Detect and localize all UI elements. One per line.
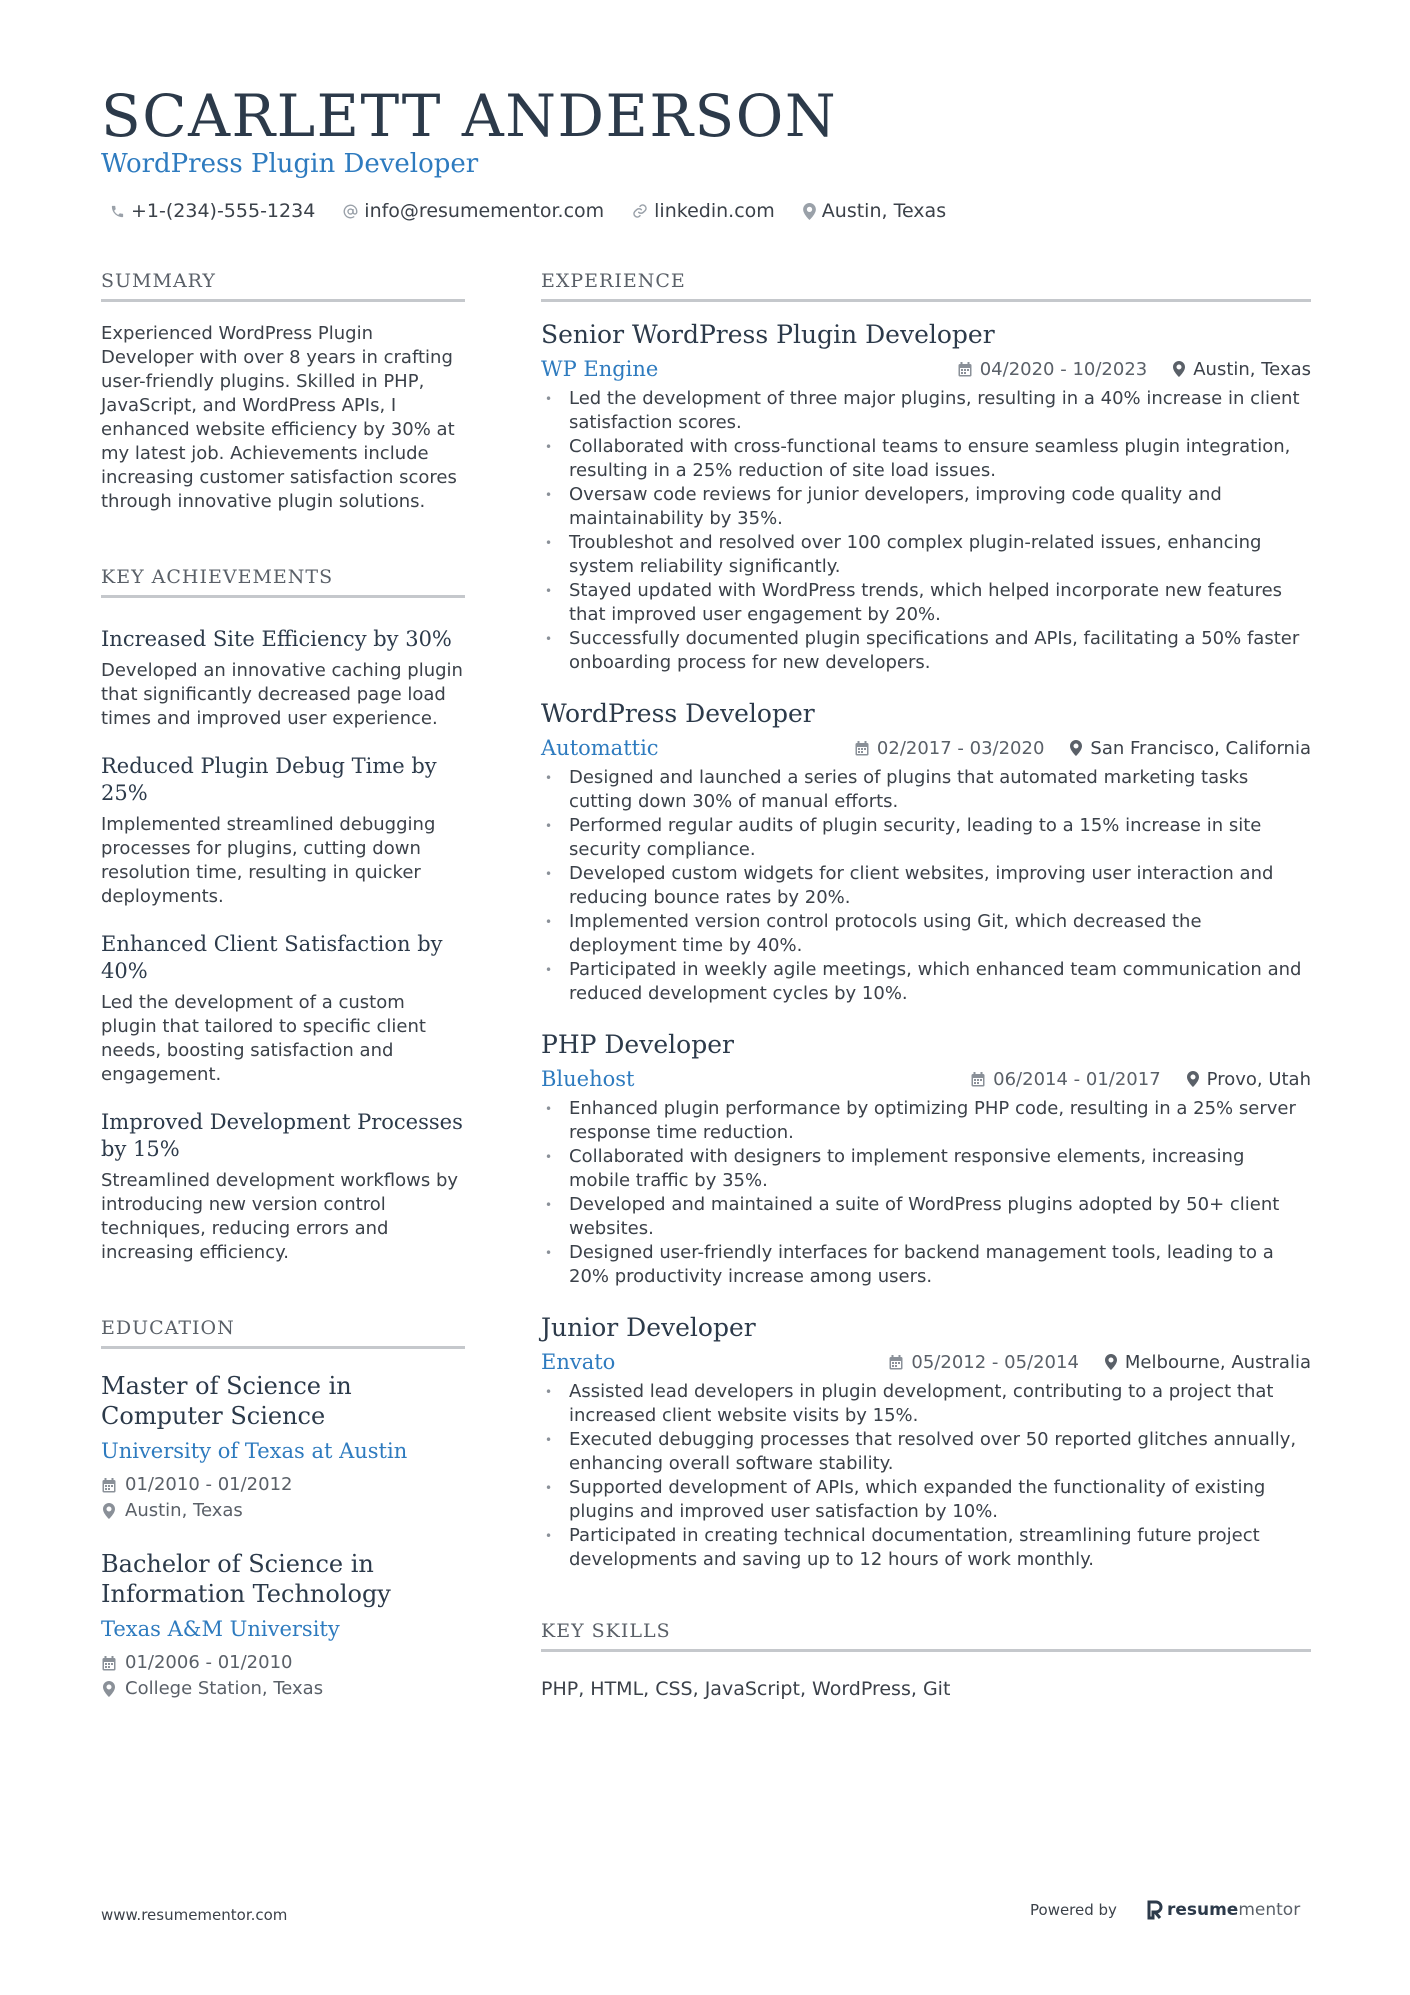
job-entry [541, 1030, 1311, 1289]
job-entry [541, 699, 1311, 1006]
calendar-icon [889, 1355, 903, 1370]
left-column [101, 270, 465, 1699]
education-dates: 01/2006 - 01/2010 [125, 1652, 293, 1673]
achievement-title: Reduced Plugin Debug Time by 25% [101, 754, 437, 805]
right-column [541, 270, 1311, 1700]
job-company: Bluehost [541, 1067, 635, 1091]
achievement-title: Improved Development Processes by 15% [101, 1110, 463, 1161]
job-title: Junior Developer [541, 1313, 756, 1342]
job-title: Senior WordPress Plugin Developer [541, 320, 995, 349]
calendar-icon [101, 1477, 117, 1493]
achievements-heading: KEY ACHIEVEMENTS [101, 566, 465, 598]
resumementor-logo-icon [1147, 1900, 1163, 1920]
map-pin-icon [1105, 1354, 1117, 1370]
achievement-item [101, 931, 465, 1087]
education-dates-line [101, 1475, 465, 1495]
job-bullet: • Designed and launched a series of plugins that automated marketing tasks cutting down 30% of manual efforts. [541, 766, 1311, 814]
education-location-line [101, 1501, 465, 1521]
candidate-title: WordPress Plugin Developer [101, 149, 479, 179]
job-bullet: • Successfully documented plugin specifications and APIs, facilitating a 50% faster onboarding process for new developers. [541, 627, 1311, 675]
job-bullet: • Troubleshot and resolved over 100 complex plugin-related issues, enhancing system reliability significantly. [541, 531, 1311, 579]
education-dates: 01/2010 - 01/2012 [125, 1474, 293, 1495]
job-row [541, 1350, 1311, 1374]
achievement-desc: Streamlined development workflows by introducing new version control techniques, reducing errors and increasing efficiency. [101, 1170, 459, 1263]
education-location: Austin, Texas [125, 1500, 243, 1521]
achievement-item [101, 1109, 465, 1265]
achievement-desc: Implemented streamlined debugging processes for plugins, cutting down resolution time, resulting in quicker deployments. [101, 814, 436, 907]
phone-icon [110, 204, 125, 219]
education-degree: Bachelor of Science in Information Technology [101, 1550, 391, 1608]
map-pin-icon [101, 1681, 117, 1697]
skills-text: PHP, HTML, CSS, JavaScript, WordPress, Git [541, 1678, 951, 1700]
job-bullet: • Collaborated with cross-functional teams to ensure seamless plugin integration, resulting in a 25% reduction of site load issues. [541, 435, 1311, 483]
job-bullets [541, 1097, 1311, 1289]
job-bullets [541, 766, 1311, 1006]
job-entry [541, 1313, 1311, 1572]
job-bullet: • Supported development of APIs, which expanded the functionality of existing plugins and improved user satisfaction by 10%. [541, 1476, 1311, 1524]
job-row [541, 357, 1311, 381]
at-icon [343, 204, 358, 219]
calendar-icon [855, 741, 869, 756]
job-title: WordPress Developer [541, 699, 815, 728]
job-bullet: • Oversaw code reviews for junior developers, improving code quality and maintainability by 35%. [541, 483, 1311, 531]
candidate-name: SCARLETT ANDERSON [101, 82, 838, 150]
job-bullet: • Participated in weekly agile meetings, which enhanced team communication and reduced development cycles by 10%. [541, 958, 1311, 1006]
job-dates: 05/2012 - 05/2014 [911, 1351, 1079, 1373]
job-bullet: • Performed regular audits of plugin security, leading to a 15% increase in site security compliance. [541, 814, 1311, 862]
job-dates: 02/2017 - 03/2020 [876, 737, 1045, 759]
education-degree: Master of Science in Computer Science [101, 1372, 352, 1430]
contact-bar [110, 200, 974, 222]
footer-brand [1030, 1900, 1300, 1920]
job-bullet: • Implemented version control protocols using Git, which decreased the deployment time by 40%. [541, 910, 1311, 958]
job-location: San Francisco, California [1090, 737, 1311, 759]
job-location: Melbourne, Australia [1124, 1351, 1311, 1373]
email-text: info@resumementor.com [364, 200, 605, 222]
education-item [101, 1549, 465, 1699]
job-row [541, 1067, 1311, 1091]
calendar-icon [101, 1655, 117, 1671]
job-row [541, 736, 1311, 760]
footer-website[interactable]: www.resumementor.com [101, 1906, 288, 1924]
map-pin-icon [1173, 361, 1185, 377]
job-dates: 06/2014 - 01/2017 [993, 1068, 1161, 1090]
job-dates-group [971, 1069, 1161, 1090]
job-bullet: • Enhanced plugin performance by optimizing PHP code, resulting in a 25% server response time reduction. [541, 1097, 1311, 1145]
education-school: University of Texas at Austin [101, 1439, 408, 1463]
job-meta [829, 738, 1311, 759]
job-bullet: • Executed debugging processes that resolved over 50 reported glitches annually, enhancing overall software stability. [541, 1428, 1311, 1476]
link-icon [632, 203, 648, 219]
job-bullet: • Participated in creating technical documentation, streamlining future project developments and saving up to 12 hours of work monthly. [541, 1524, 1311, 1572]
brand-text-a: resume [1166, 1900, 1239, 1920]
achievement-desc: Developed an innovative caching plugin that significantly decreased page load times and improved user experience. [101, 660, 463, 729]
education-school: Texas A&M University [101, 1617, 340, 1641]
summary-text: Experienced WordPress Plugin Developer with over 8 years in crafting user-friendly plugins. Skilled in PHP, JavaScript, and WordPress APIs, I enhanced website efficiency by 30% at my latest job. Achievements include increasing customer satisfaction scores through innovative plugin solutions. [101, 323, 457, 512]
job-bullet: • Stayed updated with WordPress trends, which helped incorporate new features that improved user engagement by 20%. [541, 579, 1311, 627]
map-pin-icon [803, 203, 816, 220]
brand-logo[interactable] [1147, 1900, 1300, 1920]
job-location: Provo, Utah [1206, 1068, 1311, 1090]
job-bullet: • Developed and maintained a suite of WordPress plugins adopted by 50+ client websites. [541, 1193, 1311, 1241]
job-company: Automattic [541, 736, 659, 760]
job-bullet: • Collaborated with designers to implement responsive elements, increasing mobile traffic by 35%. [541, 1145, 1311, 1193]
contact-linkedin[interactable] [632, 200, 775, 222]
achievement-item [101, 753, 465, 909]
job-meta [863, 1352, 1311, 1373]
job-bullet: • Developed custom widgets for client websites, improving user interaction and reducing bounce rates by 20%. [541, 862, 1311, 910]
contact-phone[interactable] [110, 200, 315, 222]
contact-email[interactable] [343, 200, 604, 222]
powered-by-label: Powered by [1030, 1901, 1117, 1919]
job-location-group [1070, 738, 1311, 759]
achievement-item [101, 626, 465, 731]
job-bullet: • Assisted lead developers in plugin development, contributing to a project that increased client website visits by 15%. [541, 1380, 1311, 1428]
linkedin-text: linkedin.com [654, 200, 775, 222]
job-entry [541, 320, 1311, 675]
contact-location [803, 200, 946, 222]
education-dates-line [101, 1653, 465, 1673]
map-pin-icon [1070, 740, 1082, 756]
job-location-group [1105, 1352, 1311, 1373]
map-pin-icon [101, 1503, 117, 1519]
brand-text-b: mentor [1238, 1900, 1301, 1920]
location-text: Austin, Texas [821, 200, 947, 222]
job-location-group [1173, 359, 1311, 380]
job-bullet: • Led the development of three major plugins, resulting in a 40% increase in client satisfaction scores. [541, 387, 1311, 435]
job-dates-group [855, 738, 1045, 759]
education-location-line [101, 1679, 465, 1699]
job-company: WP Engine [541, 357, 659, 381]
job-bullets [541, 387, 1311, 675]
map-pin-icon [1187, 1071, 1199, 1087]
job-dates: 04/2020 - 10/2023 [979, 358, 1148, 380]
achievement-title: Enhanced Client Satisfaction by 40% [101, 932, 443, 983]
job-bullet: • Designed user-friendly interfaces for backend management tools, leading to a 20% productivity increase among users. [541, 1241, 1311, 1289]
job-meta [932, 359, 1311, 380]
job-location: Austin, Texas [1193, 358, 1311, 380]
education-location: College Station, Texas [125, 1678, 324, 1699]
job-dates-group [958, 359, 1148, 380]
calendar-icon [958, 362, 972, 377]
achievement-desc: Led the development of a custom plugin that tailored to specific client needs, boosting satisfaction and engagement. [101, 992, 426, 1085]
education-item [101, 1371, 465, 1521]
job-company: Envato [541, 1350, 616, 1374]
summary-heading: SUMMARY [101, 270, 465, 302]
job-location-group [1187, 1069, 1311, 1090]
education-heading: EDUCATION [101, 1317, 465, 1349]
phone-text: +1-(234)-555-1234 [131, 200, 316, 222]
job-bullets [541, 1380, 1311, 1572]
achievement-title: Increased Site Efficiency by 30% [101, 627, 452, 651]
job-title: PHP Developer [541, 1030, 734, 1059]
job-meta [945, 1069, 1311, 1090]
skills-heading: KEY SKILLS [541, 1620, 1311, 1652]
job-dates-group [889, 1352, 1079, 1373]
calendar-icon [971, 1072, 985, 1087]
experience-heading: EXPERIENCE [541, 270, 1311, 302]
